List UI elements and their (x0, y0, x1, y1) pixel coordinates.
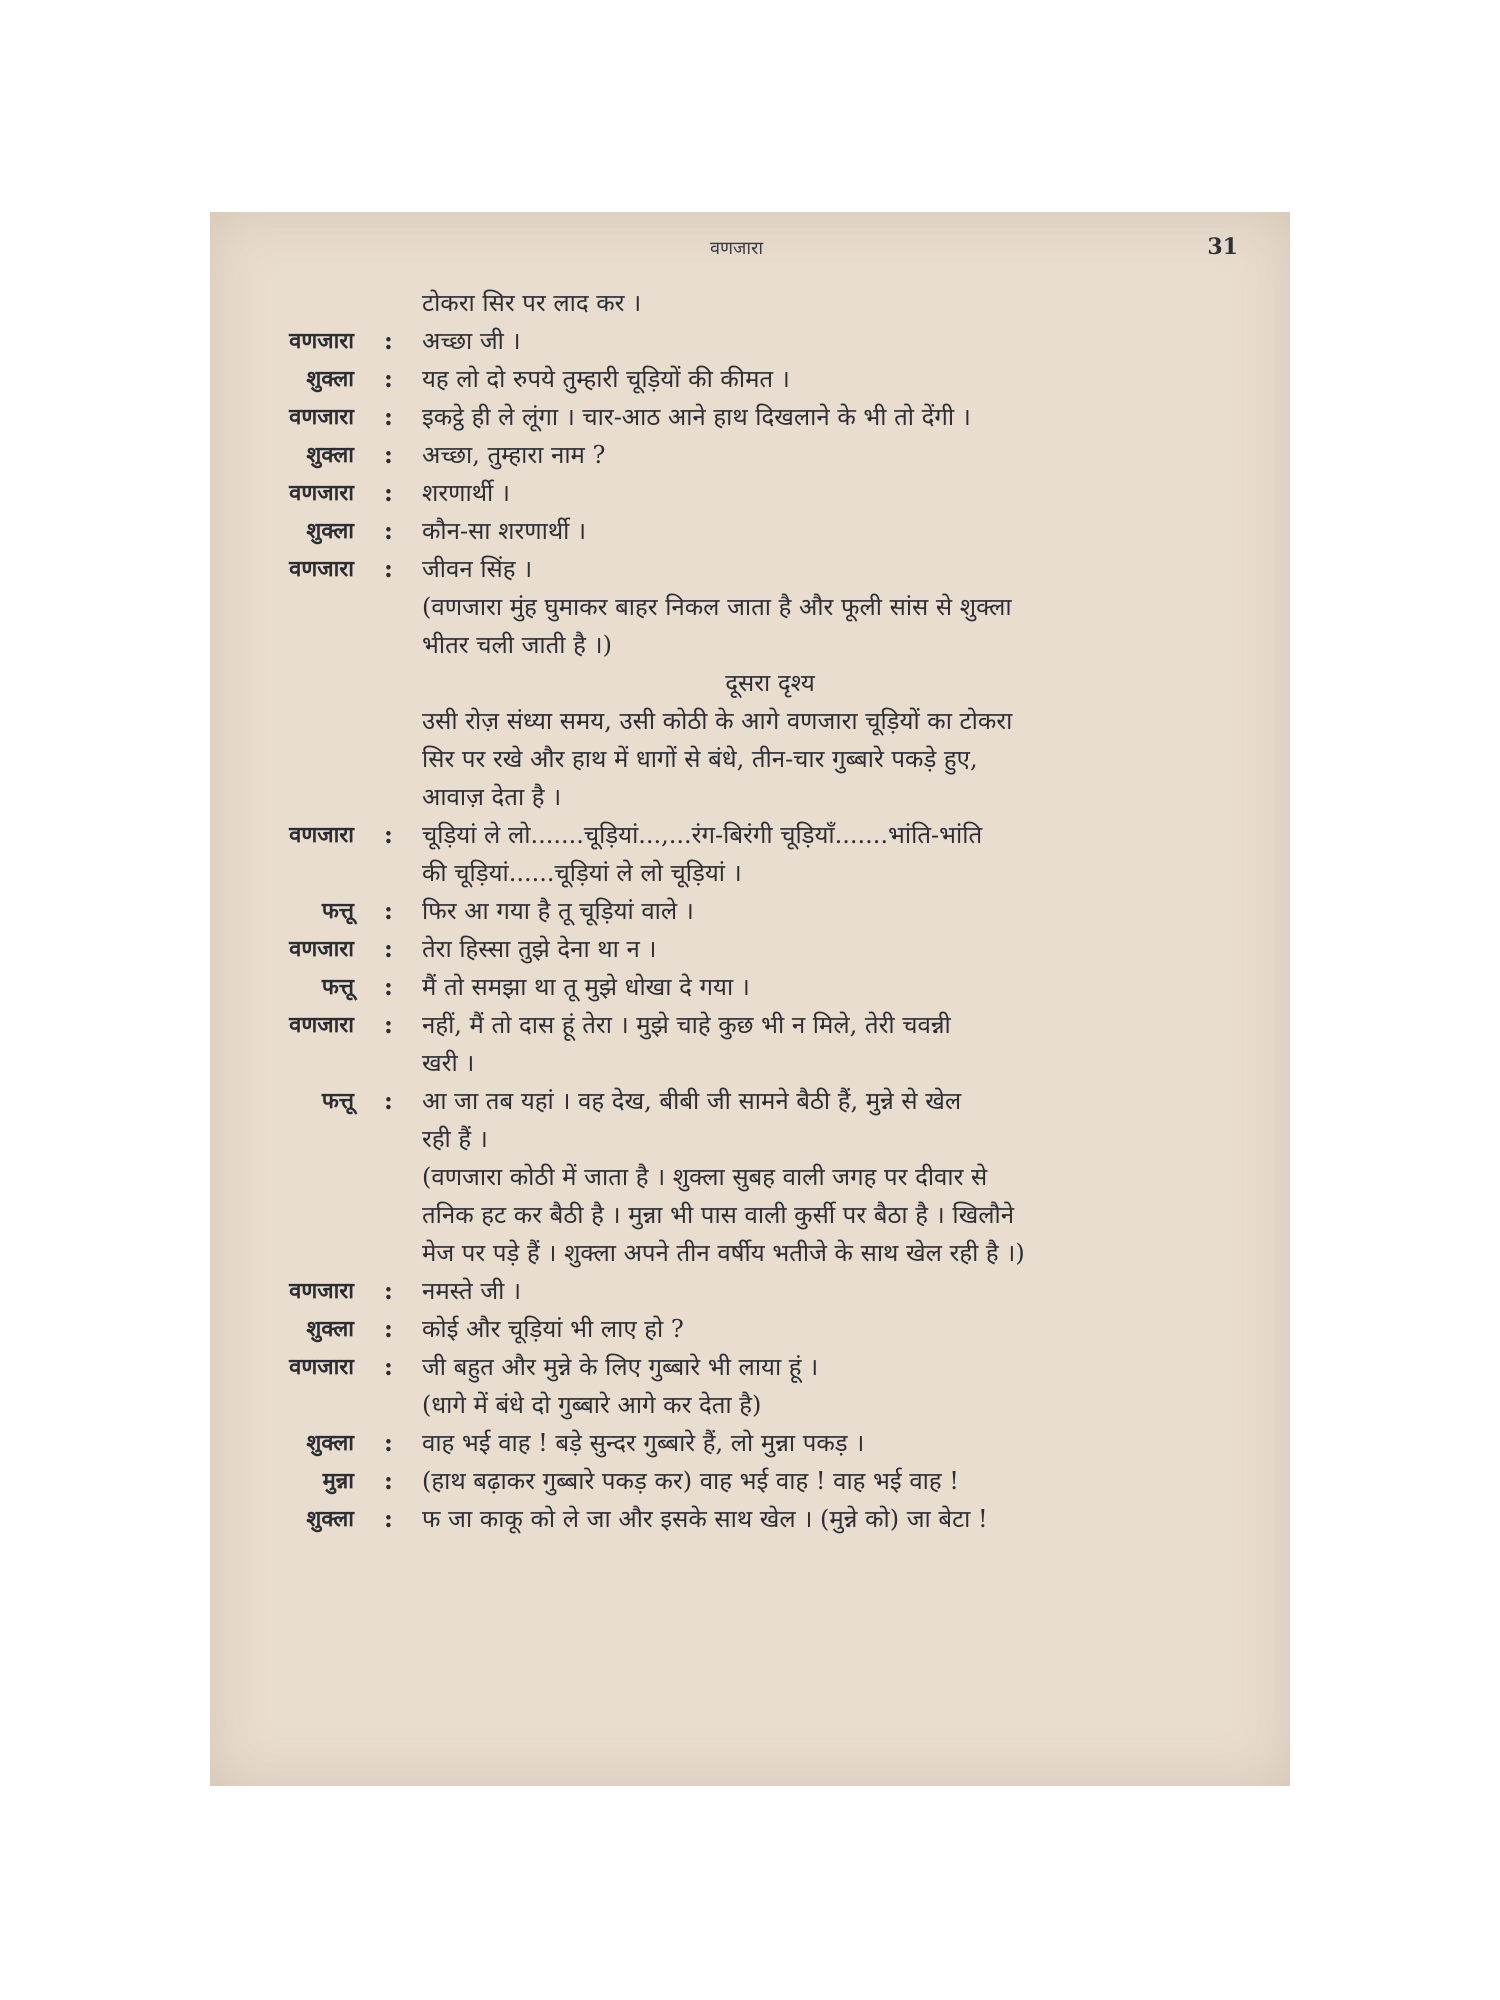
line-text: (धागे में बंधे दो गुब्बारे आगे कर देता है) (422, 1391, 762, 1419)
line-text: कौन-सा शरणार्थी । (422, 517, 587, 545)
speaker-colon: : (384, 820, 393, 849)
speaker-colon: : (384, 440, 393, 469)
dialogue-line (210, 322, 1290, 360)
dialogue-line (210, 398, 1290, 436)
line-text: जीवन सिंह । (422, 555, 533, 583)
speaker-colon: : (384, 1314, 393, 1343)
dialogue-line (210, 1272, 1290, 1310)
speaker-name: वणजारा (289, 480, 354, 506)
speaker-colon: : (384, 1010, 393, 1039)
dialogue-line (210, 930, 1290, 968)
dialogue-line (210, 436, 1290, 474)
line-text: मेज पर पड़े हैं । शुक्ला अपने तीन वर्षीय भतीजे के साथ खेल रही है ।) (422, 1239, 1025, 1267)
dialogue-line (210, 1348, 1290, 1386)
speaker-colon: : (384, 364, 393, 393)
speaker-colon: : (384, 326, 393, 355)
speaker-name: मुन्ना (322, 1468, 354, 1494)
line-text: (हाथ बढ़ाकर गुब्बारे पकड़ कर) वाह भई वाह ! वाह भई वाह ! (422, 1467, 959, 1495)
line-text: इकट्ठे ही ले लूंगा । चार-आठ आने हाथ दिखलाने के भी तो देंगी । (422, 403, 971, 431)
speaker-colon: : (384, 1504, 393, 1533)
speaker-name: शुक्ला (306, 1506, 354, 1532)
page-number: 31 (1207, 234, 1238, 260)
speaker-name: फत्तू (321, 898, 354, 924)
speaker-colon: : (384, 1276, 393, 1305)
speaker-name: वणजारा (289, 822, 354, 848)
stage-direction-line (210, 740, 1290, 778)
speaker-name: शुक्ला (306, 1316, 354, 1342)
speaker-name: वणजारा (289, 556, 354, 582)
line-text: आवाज़ देता है । (422, 783, 562, 811)
speaker-colon: : (384, 972, 393, 1001)
line-text: आ जा तब यहां । वह देख, बीबी जी सामने बैठी हैं, मुन्ने से खेल (422, 1087, 962, 1115)
line-text: टोकरा सिर पर लाद कर । (422, 289, 642, 317)
play-text (210, 284, 1290, 1538)
line-text: की चूड़ियां......चूड़ियां ले लो चूड़ियां । (422, 859, 742, 887)
speaker-colon: : (384, 516, 393, 545)
dialogue-line (210, 474, 1290, 512)
speaker-name: शुक्ला (306, 366, 354, 392)
stage-direction-line (210, 1044, 1290, 1082)
stage-direction-line (210, 854, 1290, 892)
stage-direction-line (210, 626, 1290, 664)
dialogue-line (210, 1310, 1290, 1348)
dialogue-line (210, 892, 1290, 930)
running-head (210, 234, 1290, 264)
speaker-name: वणजारा (289, 1354, 354, 1380)
stage-direction-line (210, 778, 1290, 816)
stage-direction-line (210, 588, 1290, 626)
dialogue-line (210, 1424, 1290, 1462)
line-text: जी बहुत और मुन्ने के लिए गुब्बारे भी लाया हूं । (422, 1353, 819, 1381)
speaker-name: वणजारा (289, 936, 354, 962)
speaker-name: शुक्ला (306, 518, 354, 544)
dialogue-line (210, 1462, 1290, 1500)
stage-direction-line (210, 1158, 1290, 1196)
line-text: अच्छा जी । (422, 327, 521, 355)
speaker-colon: : (384, 896, 393, 925)
stage-direction-line (210, 702, 1290, 740)
dialogue-line (210, 968, 1290, 1006)
line-text: (वणजारा मुंह घुमाकर बाहर निकल जाता है और फूली सांस से शुक्ला (422, 593, 1012, 621)
dialogue-line (210, 1082, 1290, 1120)
line-text: चूड़ियां ले लो.......चूड़ियां...,...रंग-बिरंगी चूड़ियाँ.......भांति-भांति (422, 821, 983, 849)
stage-direction-line (210, 1386, 1290, 1424)
speaker-name: शुक्ला (306, 1430, 354, 1456)
line-text: फ जा काकू को ले जा और इसके साथ खेल । (मुन्ने को) जा बेटा ! (422, 1505, 988, 1533)
stage-direction-line (210, 284, 1290, 322)
dialogue-line (210, 816, 1290, 854)
dialogue-line (210, 360, 1290, 398)
book-page (210, 212, 1290, 1786)
speaker-colon: : (384, 934, 393, 963)
dialogue-line (210, 1006, 1290, 1044)
speaker-name: वणजारा (289, 404, 354, 430)
line-text: यह लो दो रुपये तुम्हारी चूड़ियों की कीमत । (422, 365, 790, 393)
speaker-colon: : (384, 402, 393, 431)
speaker-colon: : (384, 1428, 393, 1457)
line-text: (वणजारा कोठी में जाता है । शुक्ला सुबह वाली जगह पर दीवार से (422, 1163, 988, 1191)
speaker-colon: : (384, 478, 393, 507)
speaker-colon: : (384, 554, 393, 583)
line-text: कोई और चूड़ियां भी लाए हो ? (422, 1315, 684, 1343)
speaker-name: फत्तू (321, 1088, 354, 1114)
line-text: तेरा हिस्सा तुझे देना था न । (422, 935, 657, 963)
speaker-name: वणजारा (289, 328, 354, 354)
line-text: फिर आ गया है तू चूड़ियां वाले । (422, 897, 694, 925)
line-text: नमस्ते जी । (422, 1277, 522, 1305)
scene-heading: दूसरा दृश्य (725, 669, 815, 697)
dialogue-line (210, 512, 1290, 550)
speaker-name: फत्तू (321, 974, 354, 1000)
line-text: खरी । (422, 1049, 475, 1077)
line-text: तनिक हट कर बैठी है । मुन्ना भी पास वाली कुर्सी पर बैठा है । खिलौने (422, 1201, 1015, 1229)
line-text: सिर पर रखे और हाथ में धागों से बंधे, तीन-चार गुब्बारे पकड़े हुए, (422, 745, 978, 773)
line-text: शरणार्थी । (422, 479, 510, 507)
running-title: वणजारा (710, 238, 764, 259)
speaker-colon: : (384, 1466, 393, 1495)
dialogue-line (210, 1500, 1290, 1538)
line-text: अच्छा, तुम्हारा नाम ? (422, 441, 606, 469)
stage-direction-line (210, 1234, 1290, 1272)
dialogue-line (210, 550, 1290, 588)
line-text: वाह भई वाह ! बड़े सुन्दर गुब्बारे हैं, लो मुन्ना पकड़ । (422, 1429, 865, 1457)
line-text: उसी रोज़ संध्या समय, उसी कोठी के आगे वणजारा चूड़ियों का टोकरा (422, 707, 1013, 735)
line-text: मैं तो समझा था तू मुझे धोखा दे गया । (422, 973, 750, 1001)
speaker-colon: : (384, 1086, 393, 1115)
line-text: नहीं, मैं तो दास हूं तेरा । मुझे चाहे कुछ भी न मिले, तेरी चवन्नी (422, 1011, 951, 1039)
line-text: रही हैं । (422, 1125, 488, 1153)
scene-heading-row (210, 664, 1290, 702)
stage-direction-line (210, 1120, 1290, 1158)
stage-direction-line (210, 1196, 1290, 1234)
speaker-colon: : (384, 1352, 393, 1381)
speaker-name: शुक्ला (306, 442, 354, 468)
speaker-name: वणजारा (289, 1278, 354, 1304)
line-text: भीतर चली जाती है ।) (422, 631, 612, 659)
speaker-name: वणजारा (289, 1012, 354, 1038)
